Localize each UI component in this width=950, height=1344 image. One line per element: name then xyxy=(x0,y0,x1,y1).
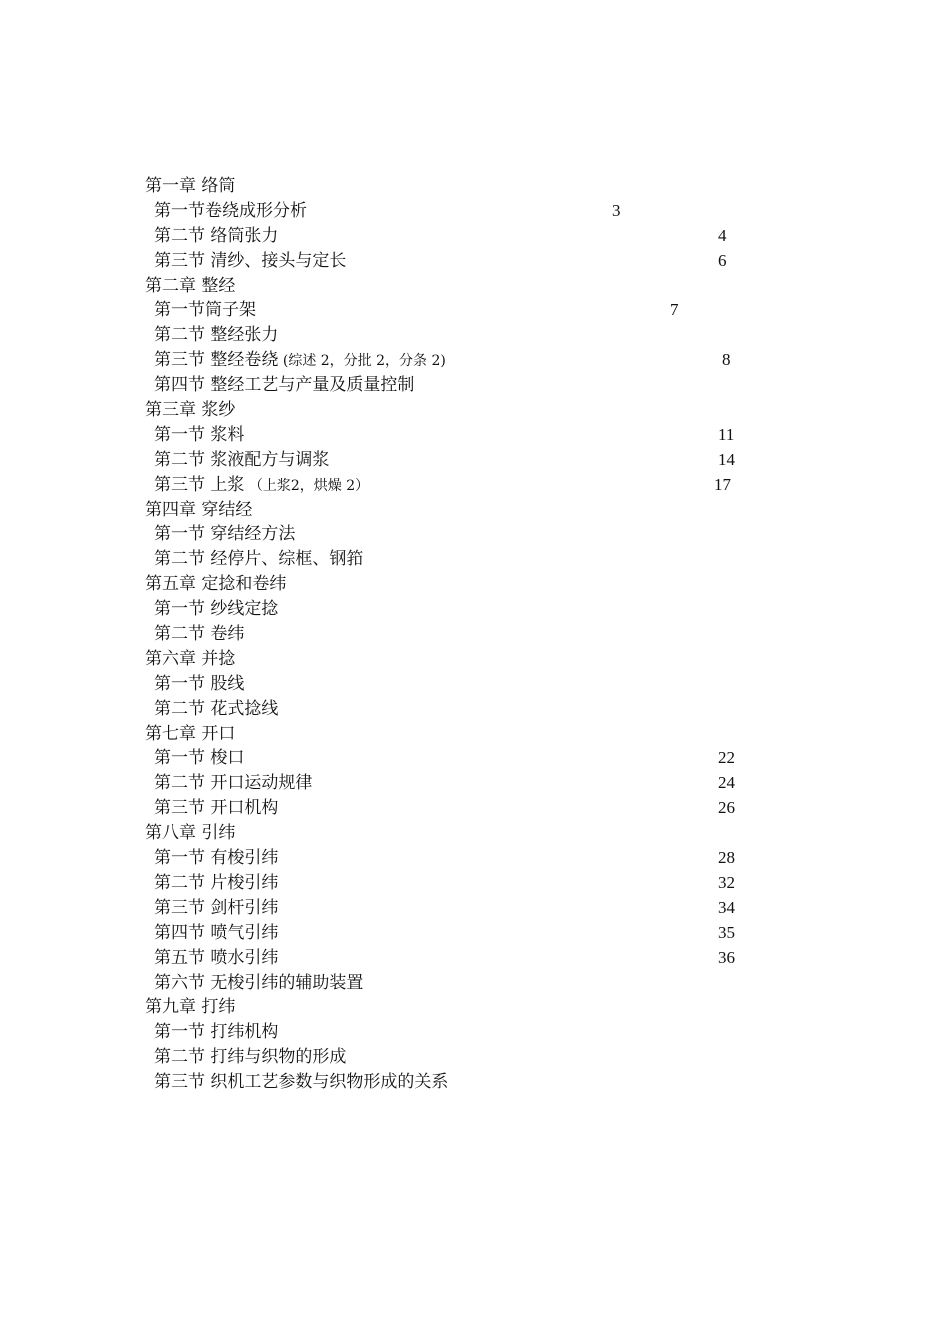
toc-chapter xyxy=(0,498,950,523)
entry-title: 第一节 打纬机构 xyxy=(154,1022,279,1043)
entry-title: 第五节 喷水引纬 xyxy=(154,947,279,968)
entry-title: 第三节 剑杆引纬 xyxy=(154,897,279,918)
toc-section xyxy=(0,473,950,498)
entry-title: 第四章 穿结经 xyxy=(145,499,253,520)
toc-section xyxy=(0,199,950,224)
entry-title: 第二节 整经张力 xyxy=(154,325,279,346)
section-title xyxy=(154,771,312,796)
toc-chapter xyxy=(0,398,950,423)
chapter-title xyxy=(145,498,252,523)
toc-section xyxy=(0,622,950,647)
chapter-title xyxy=(145,274,235,299)
section-title xyxy=(154,473,369,499)
section-title xyxy=(154,622,244,647)
entry-title: 第四节 喷气引纬 xyxy=(154,922,279,943)
entry-title: 第二节 开口运动规律 xyxy=(154,773,313,794)
toc-section xyxy=(0,224,950,249)
chapter-title xyxy=(145,995,235,1020)
toc-section xyxy=(0,448,950,473)
toc-section xyxy=(0,971,950,996)
entry-title: 第一节筒子架 xyxy=(154,300,256,321)
chapter-title xyxy=(145,647,235,672)
page-number: 11 xyxy=(718,424,735,444)
page-number: 35 xyxy=(718,922,735,942)
toc-section xyxy=(0,522,950,547)
toc-section xyxy=(0,796,950,821)
page-number: 7 xyxy=(670,300,679,320)
toc-section xyxy=(0,1045,950,1070)
section-title xyxy=(154,199,307,224)
entry-note: (综述 2，分批 2，分条 2) xyxy=(278,353,446,370)
section-title xyxy=(154,746,244,771)
section-title xyxy=(154,249,346,274)
page-number: 3 xyxy=(612,200,621,220)
entry-title: 第二节 片梭引纬 xyxy=(154,872,279,893)
section-title xyxy=(154,1020,278,1045)
section-title xyxy=(154,348,446,374)
section-title xyxy=(154,896,278,921)
entry-title: 第二节 浆液配方与调浆 xyxy=(154,449,330,470)
entry-title: 第二节 花式捻线 xyxy=(154,698,279,719)
section-title xyxy=(154,672,244,697)
entry-title: 第四节 整经工艺与产量及质量控制 xyxy=(154,375,415,396)
section-title xyxy=(154,1070,448,1095)
toc-section xyxy=(0,672,950,697)
entry-title: 第一节 浆料 xyxy=(154,424,245,445)
page-number: 14 xyxy=(718,449,735,469)
toc-section xyxy=(0,547,950,572)
toc-section xyxy=(0,697,950,722)
section-title xyxy=(154,921,278,946)
entry-title: 第一节 股线 xyxy=(154,673,245,694)
page-number: 34 xyxy=(718,897,735,917)
section-title xyxy=(154,547,363,572)
page-number: 6 xyxy=(718,250,727,270)
entry-title: 第一节 梭口 xyxy=(154,748,245,769)
page-number: 4 xyxy=(718,225,727,245)
section-title xyxy=(154,796,278,821)
entry-title: 第三节 上浆 xyxy=(154,474,245,495)
entry-title: 第三节 织机工艺参数与织物形成的关系 xyxy=(154,1072,449,1093)
entry-title: 第一节 穿结经方法 xyxy=(154,524,296,545)
entry-title: 第三节 开口机构 xyxy=(154,798,279,819)
toc-section xyxy=(0,1020,950,1045)
section-title xyxy=(154,373,414,398)
section-title xyxy=(154,697,278,722)
toc-chapter xyxy=(0,821,950,846)
toc-section xyxy=(0,423,950,448)
toc-section xyxy=(0,921,950,946)
toc-section xyxy=(0,896,950,921)
section-title xyxy=(154,1045,346,1070)
toc-chapter xyxy=(0,174,950,199)
section-title xyxy=(154,946,278,971)
entry-title: 第五章 定捻和卷纬 xyxy=(145,574,287,595)
table-of-contents xyxy=(0,174,950,1095)
page-number: 22 xyxy=(718,748,735,768)
section-title xyxy=(154,423,244,448)
entry-title: 第二节 经停片、综框、钢筘 xyxy=(154,549,364,570)
entry-title: 第二节 卷纬 xyxy=(154,624,245,645)
toc-chapter xyxy=(0,274,950,299)
toc-chapter xyxy=(0,647,950,672)
toc-section xyxy=(0,1070,950,1095)
entry-title: 第一章 络筒 xyxy=(145,176,236,196)
page-number: 32 xyxy=(718,872,735,892)
section-title xyxy=(154,597,278,622)
page-number: 28 xyxy=(718,848,735,868)
entry-title: 第一节 纱线定捻 xyxy=(154,599,279,620)
entry-title: 第九章 打纬 xyxy=(145,997,236,1018)
section-title xyxy=(154,448,329,473)
toc-section xyxy=(0,771,950,796)
entry-title: 第二章 整经 xyxy=(145,275,236,296)
toc-section xyxy=(0,298,950,323)
section-title xyxy=(154,224,278,249)
toc-section xyxy=(0,249,950,274)
toc-section xyxy=(0,348,950,373)
page-number: 36 xyxy=(718,947,735,967)
entry-title: 第二节 打纬与织物的形成 xyxy=(154,1047,347,1068)
toc-section xyxy=(0,746,950,771)
entry-title: 第六章 并捻 xyxy=(145,648,236,669)
entry-title: 第三章 浆纱 xyxy=(145,400,236,421)
entry-title: 第六节 无梭引纬的辅助装置 xyxy=(154,972,364,993)
section-title xyxy=(154,971,363,996)
section-title xyxy=(154,298,256,323)
entry-title: 第三节 整经卷绕 xyxy=(154,350,279,371)
toc-chapter xyxy=(0,572,950,597)
chapter-title xyxy=(145,821,235,846)
toc-chapter xyxy=(0,995,950,1020)
entry-note: （上浆2，烘燥 2） xyxy=(244,477,370,494)
section-title xyxy=(154,871,278,896)
chapter-title xyxy=(145,398,235,423)
section-title xyxy=(154,522,295,547)
page-number: 26 xyxy=(718,798,735,818)
toc-section xyxy=(0,597,950,622)
toc-section xyxy=(0,846,950,871)
page-number: 8 xyxy=(722,350,731,370)
toc-section xyxy=(0,373,950,398)
toc-section xyxy=(0,946,950,971)
entry-title: 第七章 开口 xyxy=(145,723,236,744)
toc-section xyxy=(0,871,950,896)
entry-title: 第三节 清纱、接头与定长 xyxy=(154,250,347,271)
entry-title: 第二节 络筒张力 xyxy=(154,225,279,246)
section-title xyxy=(154,323,278,348)
chapter-title xyxy=(145,572,286,597)
page-number: 24 xyxy=(718,773,735,793)
chapter-title xyxy=(145,722,235,747)
toc-chapter xyxy=(0,722,950,747)
entry-title: 第一节卷绕成形分析 xyxy=(154,200,307,221)
section-title xyxy=(154,846,278,871)
chapter-title xyxy=(145,174,235,199)
toc-section xyxy=(0,323,950,348)
entry-title: 第八章 引纬 xyxy=(145,823,236,844)
page-number: 17 xyxy=(714,474,731,494)
entry-title: 第一节 有梭引纬 xyxy=(154,848,279,869)
